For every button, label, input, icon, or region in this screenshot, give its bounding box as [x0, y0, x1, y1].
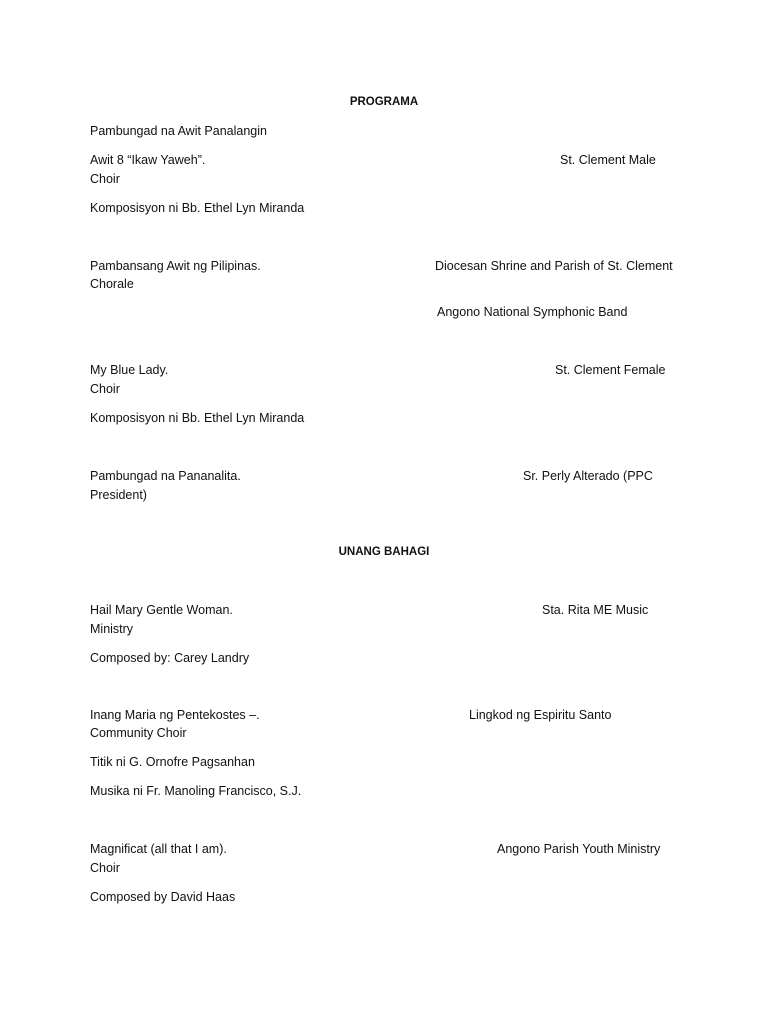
program-item-text: Pambungad na Pananalita. — [90, 469, 241, 483]
performer-text-cont: Choir — [90, 861, 120, 875]
performer-text: Sta. Rita ME Music — [542, 603, 649, 617]
performer-text-cont: Ministry — [90, 622, 134, 636]
programa-heading: PROGRAMA — [349, 96, 419, 108]
program-item-text: Magnificat (all that I am). — [90, 842, 227, 856]
performer-text: Angono National Symphonic Band — [437, 305, 628, 319]
program-item-text: Pambungad na Awit Panalangin — [90, 124, 267, 138]
performer-text-cont: Chorale — [90, 277, 134, 291]
composer-text: Musika ni Fr. Manoling Francisco, S.J. — [90, 784, 302, 798]
performer-text: Sr. Perly Alterado (PPC — [523, 469, 653, 483]
composer-text: Komposisyon ni Bb. Ethel Lyn Miranda — [90, 201, 305, 215]
performer-text-cont: President) — [90, 488, 147, 502]
performer-text-cont: Choir — [90, 172, 120, 186]
performer-text-cont: Community Choir — [90, 726, 187, 740]
program-item-text: Inang Maria ng Pentekostes –. — [90, 708, 260, 722]
performer-text-cont: Choir — [90, 382, 120, 396]
composer-text: Composed by: Carey Landry — [90, 651, 250, 665]
unang-bahagi-heading: UNANG BAHAGI — [338, 546, 430, 558]
program-item-text: Awit 8 “Ikaw Yaweh”. — [90, 153, 206, 167]
performer-text: St. Clement Female — [555, 363, 666, 377]
performer-text: Diocesan Shrine and Parish of St. Clement — [435, 259, 673, 273]
program-item-text: Pambansang Awit ng Pilipinas. — [90, 259, 261, 273]
composer-text: Composed by David Haas — [90, 890, 236, 904]
lyricist-text: Titik ni G. Ornofre Pagsanhan — [90, 755, 255, 769]
performer-text: Angono Parish Youth Ministry — [497, 842, 661, 856]
program-item-text: My Blue Lady. — [90, 363, 169, 377]
composer-text: Komposisyon ni Bb. Ethel Lyn Miranda — [90, 411, 305, 425]
performer-text: Lingkod ng Espiritu Santo — [469, 708, 612, 722]
performer-text: St. Clement Male — [560, 153, 656, 167]
program-item-text: Hail Mary Gentle Woman. — [90, 603, 233, 617]
